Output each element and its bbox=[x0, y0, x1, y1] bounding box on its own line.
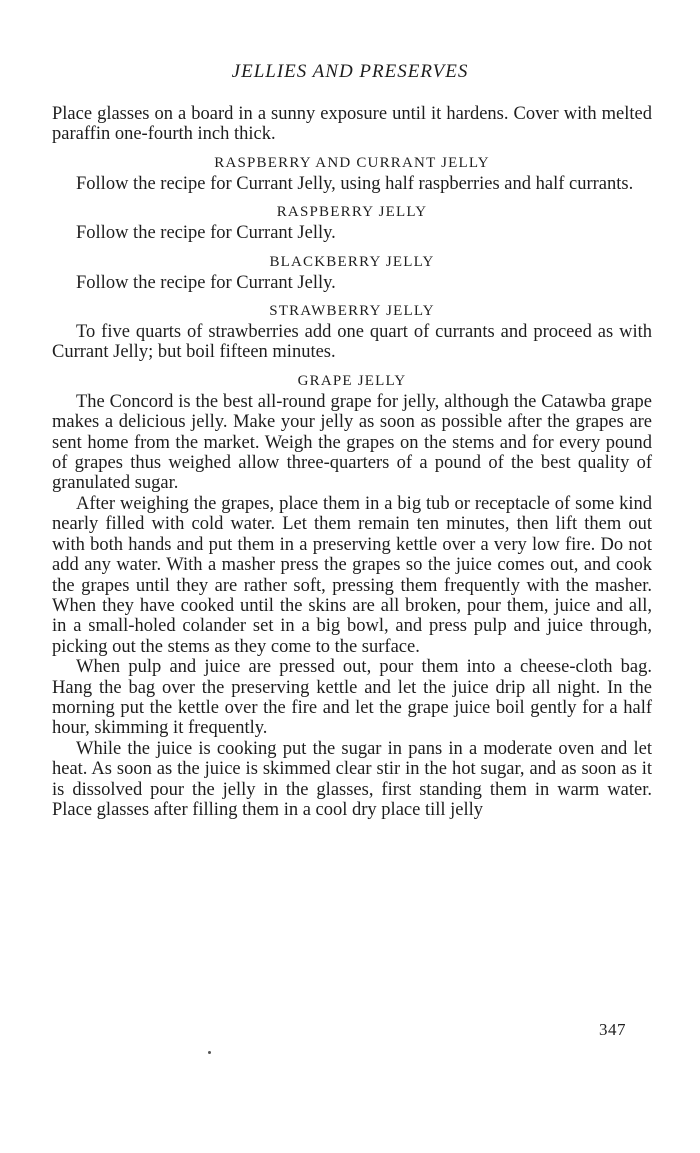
ink-speck bbox=[208, 1051, 211, 1054]
intro-paragraph: Place glasses on a board in a sunny exposure until it hardens. Cover with melted paraffin one-fourth inch thick. bbox=[52, 104, 652, 145]
grape-paragraph: The Concord is the best all-round grape for jelly, although the Catawba grape makes a delicious jelly. Make your jelly as soon as possible after the grapes are sent home from the market. Weigh the grapes on the stems and for every pound of grapes thus weighed allow three-quarters of a pound of the best quality of granulated sugar. bbox=[52, 391, 652, 494]
raspberry-text: Follow the recipe for Currant Jelly. bbox=[76, 223, 336, 244]
blackberry-text: Follow the recipe for Currant Jelly. bbox=[76, 272, 336, 293]
heading-grape-jelly: GRAPE JELLY bbox=[297, 372, 407, 389]
grape-paragraph: While the juice is cooking put the sugar in pans in a moderate oven and let heat. As soon as the juice is skimmed clear stir in the hot sugar, and as soon as it is dissolved pour the jelly in the glasses, first standing them in warm water. Place glasses after filling them in a cool dry place till jelly bbox=[52, 738, 652, 820]
raspberry-currant-text: Follow the recipe for Currant Jelly, using half raspberries and half currants. bbox=[76, 173, 634, 194]
heading-raspberry-jelly: RASPBERRY JELLY bbox=[276, 204, 428, 221]
grape-paragraph: When pulp and juice are pressed out, pour them into a cheese-cloth bag. Hang the bag over the preserving kettle and let the juice drip all night. In the morning put the kettle over the fire and let the grape juice boil gently for a half hour, skimming it frequently. bbox=[52, 657, 652, 739]
page-body bbox=[52, 104, 652, 820]
running-title: JELLIES AND PRESERVES bbox=[231, 61, 469, 82]
heading-blackberry-jelly: BLACKBERRY JELLY bbox=[269, 253, 435, 270]
heading-raspberry-currant-jelly: RASPBERRY AND CURRANT JELLY bbox=[214, 154, 490, 171]
page-number: 347 bbox=[599, 1020, 626, 1039]
grape-paragraph: After weighing the grapes, place them in a big tub or receptacle of some kind nearly filled with cold water. Let them remain ten minutes, then lift them out with both hands and put them in a preserving kettle over a very low fire. Do not add any water. With a masher press the grapes so the juice comes out, and cook the grapes until they are rather soft, pressing them frequently with the masher. When they have cooked until the skins are all broken, pour them, juice and all, in a small-holed colander set in a big bowl, and press pulp and juice through, picking out the stems as they come to the surface. bbox=[52, 493, 652, 657]
strawberry-text: To five quarts of strawberries add one quart of currants and proceed as with Currant Jelly; but boil fifteen minutes. bbox=[52, 322, 652, 363]
heading-strawberry-jelly: STRAWBERRY JELLY bbox=[269, 303, 435, 320]
